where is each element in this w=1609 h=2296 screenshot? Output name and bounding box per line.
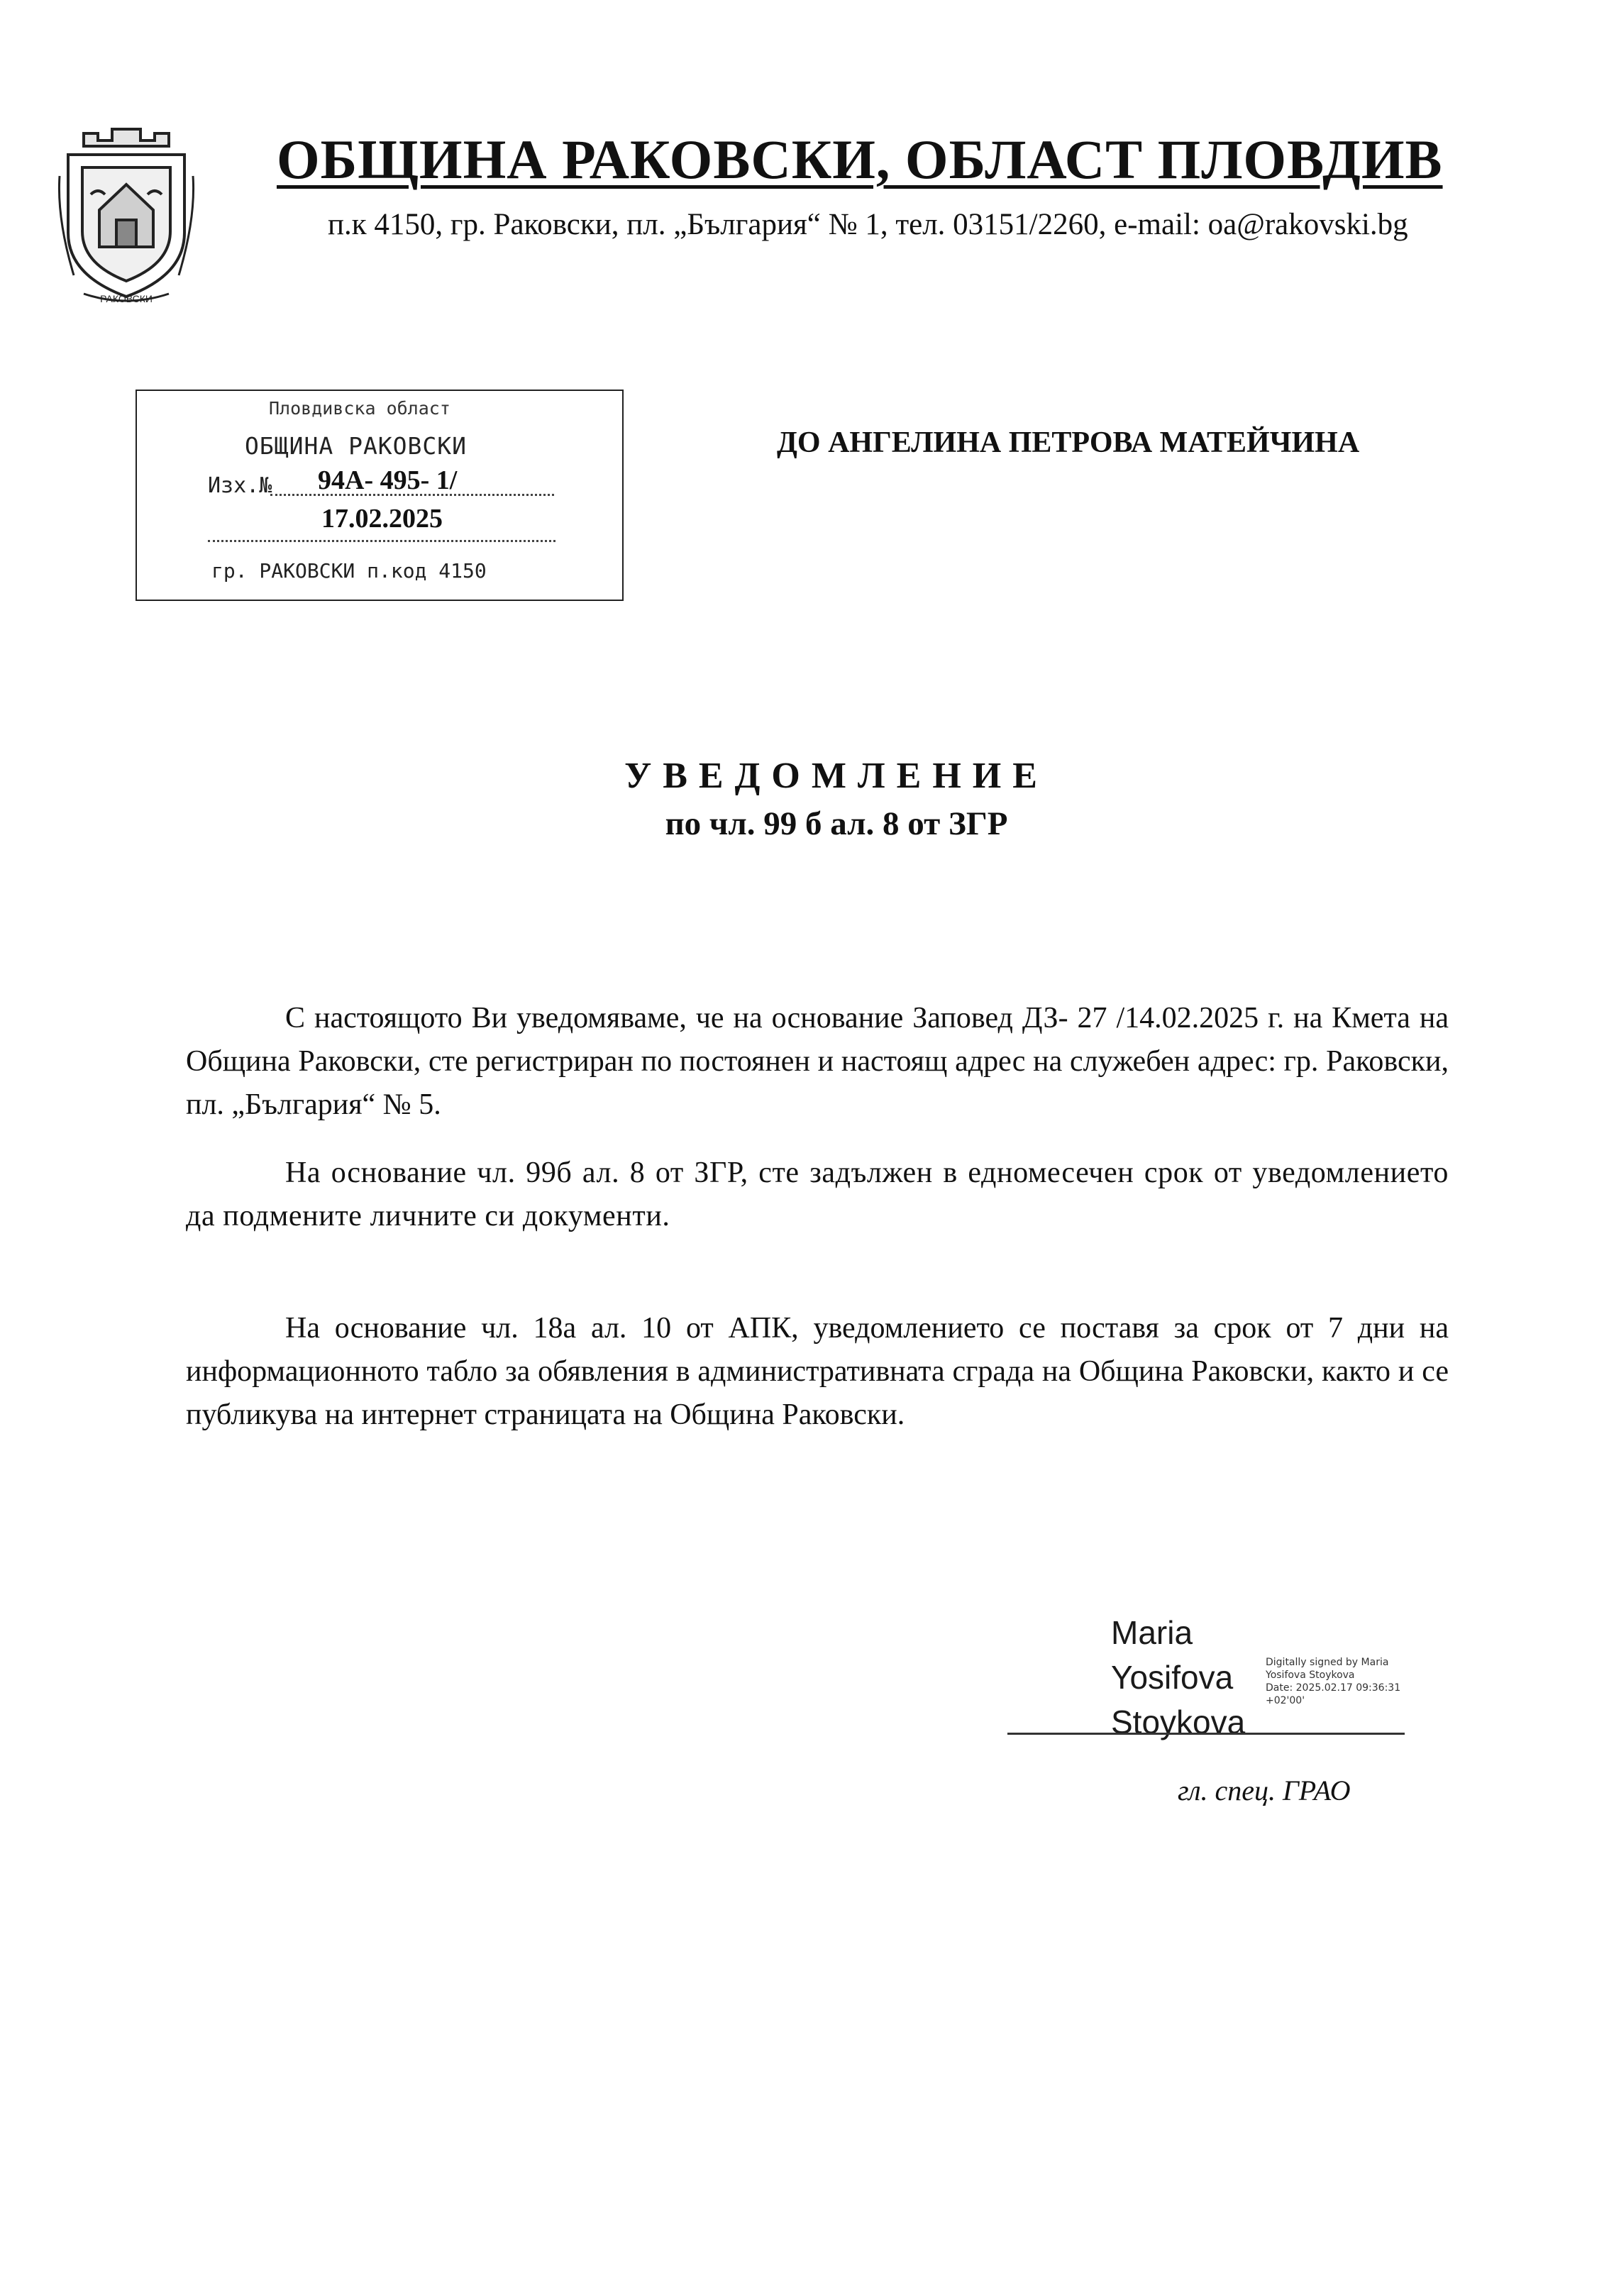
- organization-title: ОБЩИНА РАКОВСКИ, ОБЛАСТ ПЛОВДИВ: [277, 128, 1443, 190]
- stamp-out-label: Изх.№: [208, 473, 272, 498]
- body-paragraph: На основание чл. 99б ал. 8 от ЗГР, сте задължен в едномесечен срок от уведомлението да подмените личните си документи.: [186, 1157, 1449, 1232]
- stamp-reference-number: 94А- 495- 1/: [318, 465, 458, 495]
- signatory-position: гл. спец. ГРАО: [1178, 1775, 1351, 1806]
- stamp-postcode: гр. РАКОВСКИ п.код 4150: [211, 559, 487, 583]
- crest-caption: РАКОВСКИ: [100, 293, 153, 304]
- body-paragraph: С настоящото Ви уведомяваме, че на основание Заповед ДЗ- 27 /14.02.2025 г. на Кмета на Община Раковски, сте регистриран по постоянен и настоящ адрес на служебен адрес: гр. Раковски, пл. „България“ № 5.: [186, 1002, 1449, 1121]
- digital-signature-line: Digitally signed by Maria: [1266, 1657, 1389, 1668]
- body-paragraph: На основание чл. 18а ал. 10 от АПК, уведомлението се поставя за срок от 7 дни на информационното табло за обявления в административната сграда на Община Раковски, както и се публикува на интернет страницата на Община Раковски.: [186, 1312, 1449, 1431]
- stamp-municipality: ОБЩИНА РАКОВСКИ: [245, 432, 468, 460]
- digital-signature-line: Yosifova Stoykova: [1266, 1669, 1355, 1681]
- municipal-crest-icon: [55, 126, 197, 305]
- notice-title: УВЕДОМЛЕНИЕ: [624, 756, 1049, 796]
- recipient: ДО АНГЕЛИНА ПЕТРОВА МАТЕЙЧИНА: [777, 426, 1360, 459]
- signature-name: [1111, 1611, 1245, 1745]
- signature-last-name: Stoykova: [1111, 1704, 1246, 1740]
- stamp-divider: [270, 494, 554, 496]
- notice-subtitle: по чл. 99 б ал. 8 от ЗГР: [665, 805, 1008, 842]
- stamp-date: 17.02.2025: [321, 504, 443, 534]
- stamp-divider: [208, 540, 555, 542]
- organization-address: п.к 4150, гр. Раковски, пл. „България“ № 1, тел. 03151/2260, e-mail: oa@rakovski.bg: [328, 208, 1408, 241]
- signature-line: [1007, 1733, 1405, 1735]
- digital-signature-line: Date: 2025.02.17 09:36:31: [1266, 1682, 1401, 1694]
- stamp-region: Пловдивска област: [269, 398, 450, 419]
- registry-stamp: [136, 390, 624, 601]
- digital-signature-info: [1266, 1656, 1400, 1707]
- signature-first-name: Maria: [1111, 1614, 1193, 1651]
- digital-signature-line: +02'00': [1266, 1695, 1305, 1706]
- signature-middle-name: Yosifova: [1111, 1659, 1234, 1696]
